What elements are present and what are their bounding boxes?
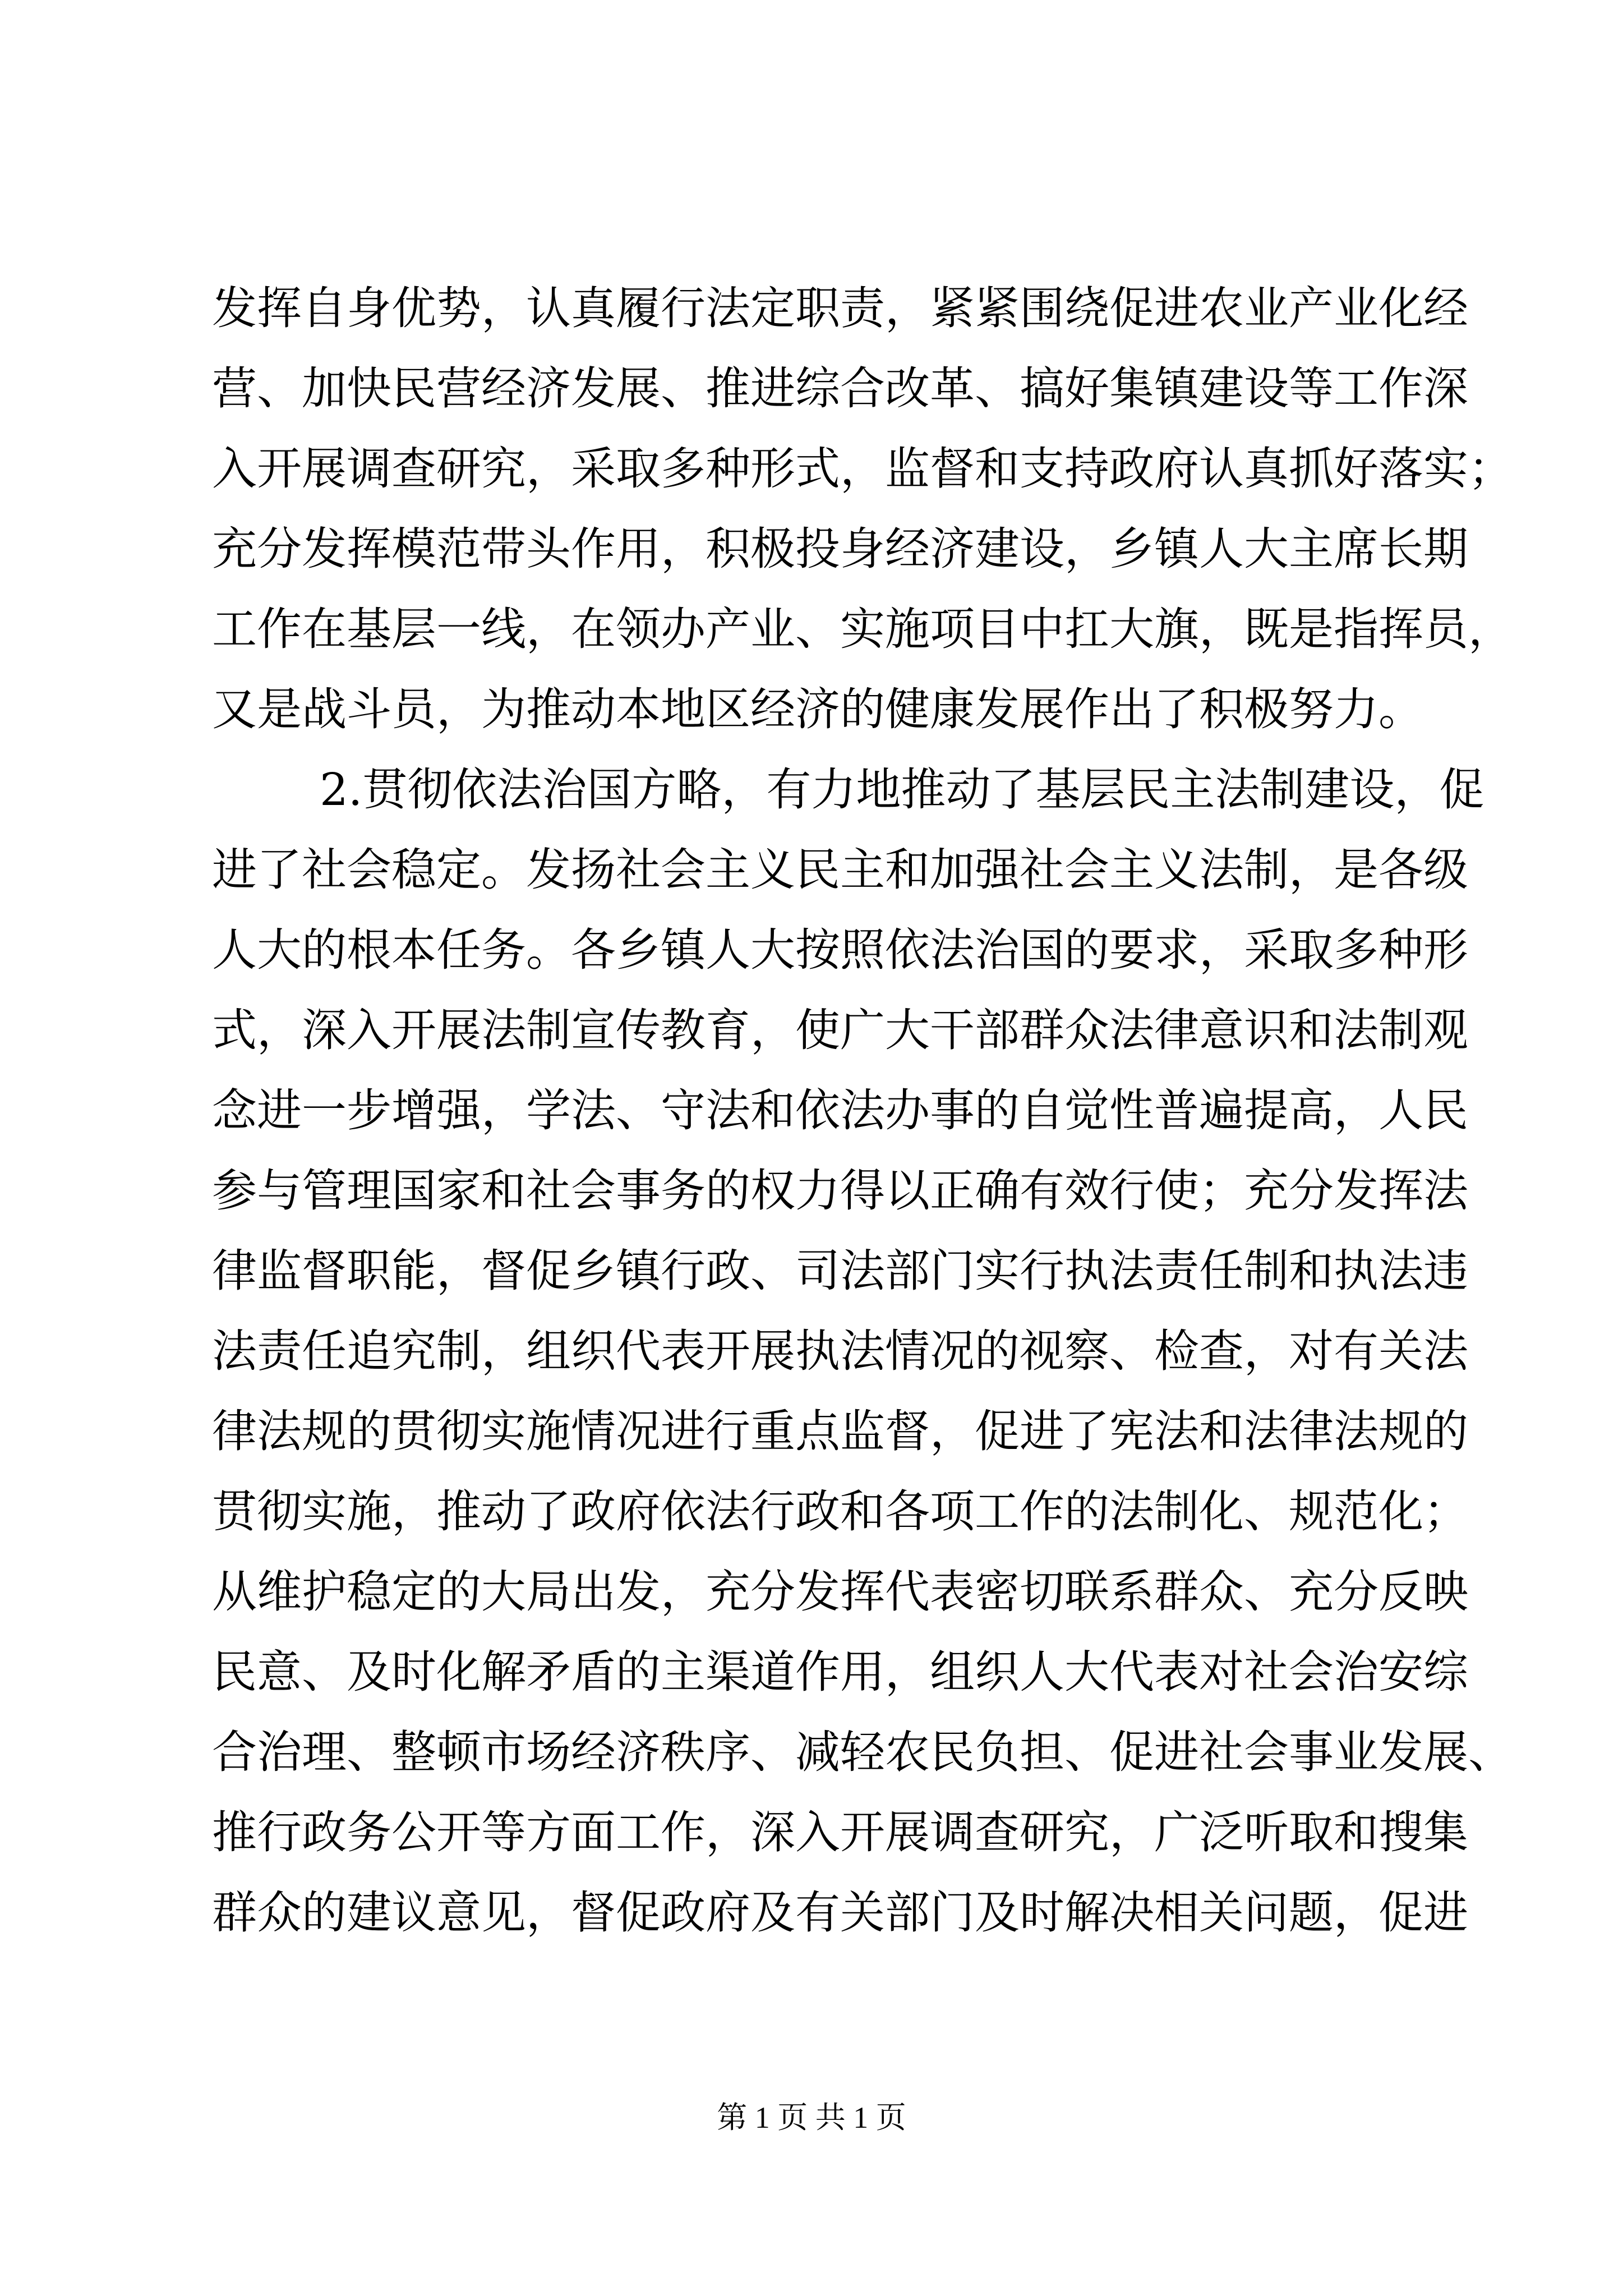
text-line: 进了社会稳定。发扬社会主义民主和加强社会主义法制，是各级 bbox=[212, 844, 1468, 896]
text-line: 推行政务公开等方面工作，深入开展调查研究，广泛听取和搜集 bbox=[212, 1806, 1468, 1858]
text-line: 入开展调查研究，采取多种形式，监督和支持政府认真抓好落实； bbox=[212, 443, 1513, 495]
text-line: 充分发挥模范带头作用，积极投身经济建设，乡镇人大主席长期 bbox=[212, 523, 1468, 575]
text-line: 又是战斗员，为推动本地区经济的健康发展作出了积极努力。 bbox=[212, 683, 1423, 735]
text-line: 法责任追究制，组织代表开展执法情况的视察、检查，对有关法 bbox=[212, 1325, 1468, 1377]
text-line: 律法规的贯彻实施情况进行重点监督，促进了宪法和法律法规的 bbox=[212, 1405, 1468, 1457]
text-line: 人大的根本任务。各乡镇人大按照依法治国的要求，采取多种形 bbox=[212, 924, 1468, 976]
text-line: 民意、及时化解矛盾的主渠道作用，组织人大代表对社会治安综 bbox=[212, 1646, 1468, 1698]
text-line: 群众的建议意见，督促政府及有关部门及时解决相关问题，促进 bbox=[212, 1887, 1468, 1939]
text-line: 式，深入开展法制宣传教育，使广大干部群众法律意识和法制观 bbox=[212, 1004, 1468, 1056]
text-line: 律监督职能，督促乡镇行政、司法部门实行执法责任制和执法违 bbox=[212, 1245, 1468, 1297]
text-line: 2.贯彻依法治国方略，有力地推动了基层民主法制建设，促 bbox=[320, 763, 1484, 816]
text-line: 参与管理国家和社会事务的权力得以正确有效行使；充分发挥法 bbox=[212, 1165, 1468, 1217]
text-line: 工作在基层一线，在领办产业、实施项目中扛大旗，既是指挥员， bbox=[212, 603, 1513, 655]
text-line: 从维护稳定的大局出发，充分发挥代表密切联系群众、充分反映 bbox=[212, 1566, 1468, 1618]
text-line: 合治理、整顿市场经济秩序、减轻农民负担、促进社会事业发展、 bbox=[212, 1726, 1513, 1778]
text-line: 营、加快民营经济发展、推进综合改革、搞好集镇建设等工作深 bbox=[212, 362, 1468, 415]
text-line: 贯彻实施，推动了政府依法行政和各项工作的法制化、规范化； bbox=[212, 1485, 1468, 1538]
text-line: 发挥自身优势，认真履行法定职责，紧紧围绕促进农业产业化经 bbox=[212, 282, 1468, 334]
page-number-label: 第 1 页 共 1 页 bbox=[717, 2101, 906, 2134]
body-text bbox=[212, 268, 1513, 1953]
text-line: 念进一步增强，学法、守法和依法办事的自觉性普遍提高，人民 bbox=[212, 1084, 1468, 1137]
page-footer bbox=[0, 2098, 1623, 2137]
